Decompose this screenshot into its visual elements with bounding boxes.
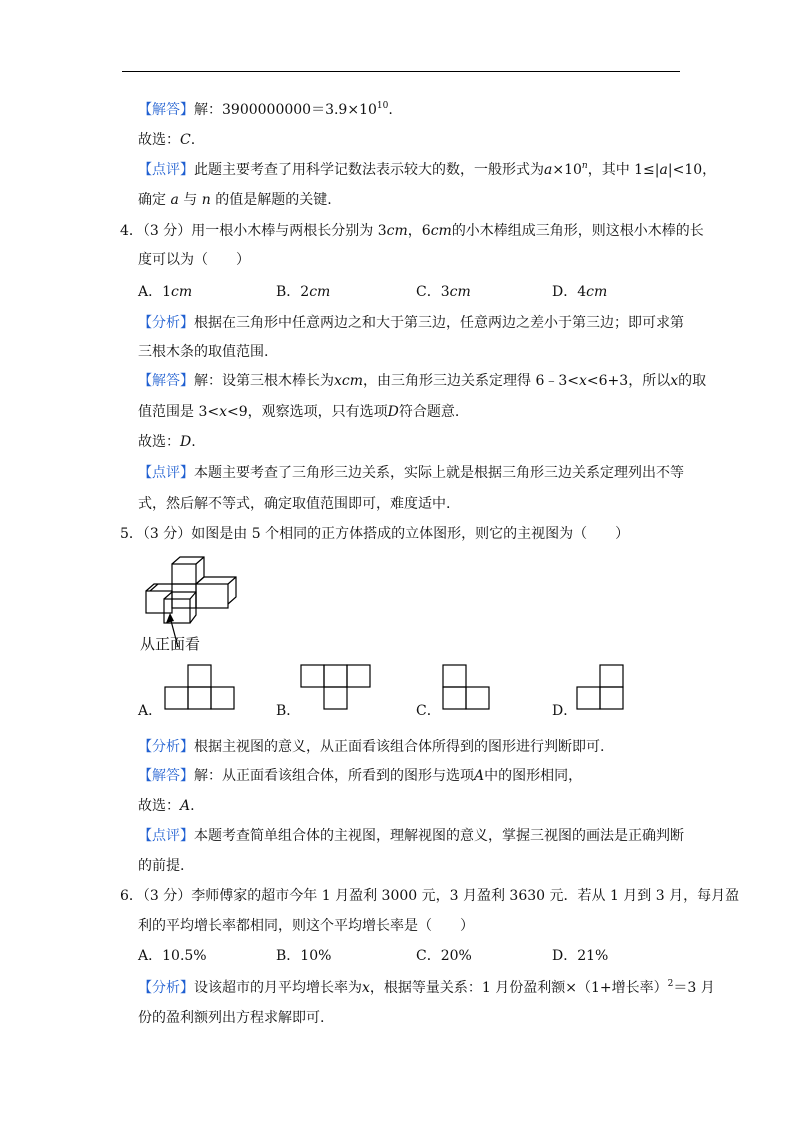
q6-analysis-line2: 份的盈利额列出方程求解即可. bbox=[138, 1010, 325, 1026]
answer-tag: 【解答】 bbox=[138, 373, 194, 389]
q4-comment: 【点评】本题主要考查了三角形三边关系，实际上就是根据三角形三边关系定理列出不等 bbox=[138, 465, 684, 481]
q4-option-d: D．4cm bbox=[552, 284, 608, 300]
q6-option-c: C．20% bbox=[416, 948, 472, 964]
option-c-figure bbox=[438, 662, 498, 712]
q4-option-a: A．1cm bbox=[138, 284, 193, 300]
answer-tag: 【解答】 bbox=[138, 768, 194, 784]
option-a-figure bbox=[160, 662, 240, 712]
comment-tag: 【点评】 bbox=[138, 828, 194, 844]
q5-stem: 5．（3 分）如图是由 5 个相同的正方体搭成的立体图形，则它的主视图为（ ） bbox=[120, 526, 630, 542]
q5-answer: 【解答】解：从正面看该组合体，所看到的图形与选项A中的图形相同， bbox=[138, 768, 583, 784]
q6-stem-line2: 利的平均增长率都相同，则这个平均增长率是（ ） bbox=[138, 918, 474, 934]
q4-option-b: B．2cm bbox=[276, 284, 331, 300]
q5-analysis: 【分析】根据主视图的意义，从正面看该组合体所得到的图形进行判断即可. bbox=[138, 739, 605, 755]
q5-option-c: C． bbox=[416, 703, 441, 719]
q5-option-d: D． bbox=[552, 703, 578, 719]
q4-option-c: C．3cm bbox=[416, 284, 471, 300]
q4-stem: 4．（3 分）用一根小木棒与两根长分别为 3cm，6cm的小木棒组成三角形，则这根小木棒的长 bbox=[120, 223, 704, 239]
q6-option-a: A．10.5% bbox=[138, 948, 207, 964]
q6-stem: 6．（3 分）李师傅家的超市今年 1 月盈利 3000 元，3 月盈利 3630 元．若从 1 月到 3 月，每月盈 bbox=[120, 888, 740, 904]
q4-analysis: 【分析】根据在三角形中任意两边之和大于第三边，任意两边之差小于第三边；即可求第 bbox=[138, 315, 684, 331]
q4-comment-line2: 式，然后解不等式，确定取值范围即可，难度适中. bbox=[138, 496, 451, 512]
q5-comment-line2: 的前提. bbox=[138, 858, 185, 874]
q4-answer-line2: 值范围是 3<x<9，观察选项，只有选项D符合题意. bbox=[138, 404, 460, 420]
q6-analysis: 【分析】设该超市的月平均增长率为x，根据等量关系：1 月份盈利额×（1+增长率）$^2$＝3 月 bbox=[138, 979, 715, 996]
answer-tag: 【解答】 bbox=[138, 102, 194, 118]
figure-caption: 从正面看 bbox=[140, 635, 201, 653]
q4-analysis-line2: 三根木条的取值范围. bbox=[138, 344, 269, 360]
option-d-figure bbox=[572, 662, 632, 712]
q5-option-a: A． bbox=[138, 703, 163, 719]
header-rule bbox=[122, 71, 680, 72]
analysis-tag: 【分析】 bbox=[138, 980, 194, 996]
analysis-tag: 【分析】 bbox=[138, 739, 194, 755]
q5-comment: 【点评】本题考查简单组合体的主视图，理解视图的意义，掌握三视图的画法是正确判断 bbox=[138, 828, 684, 844]
comment-tag: 【点评】 bbox=[138, 162, 194, 178]
q6-option-b: B．10% bbox=[276, 948, 332, 964]
q3-comment-line2: 确定 a 与 n 的值是解题的关键. bbox=[138, 192, 332, 208]
q4-stem-line2: 度可以为（ ） bbox=[138, 252, 250, 268]
q4-choice: 故选：D. bbox=[138, 434, 196, 450]
q6-option-d: D．21% bbox=[552, 948, 609, 964]
q3-comment: 【点评】此题主要考查了用科学记数法表示较大的数，一般形式为$a\times 10^n$，其中 1≤|a|<10， bbox=[138, 161, 717, 178]
q5-option-b: B． bbox=[276, 703, 301, 719]
q3-choice: 故选：C. bbox=[138, 132, 196, 148]
analysis-tag: 【分析】 bbox=[138, 315, 194, 331]
q4-answer: 【解答】解：设第三根木棒长为xcm，由三角形三边关系定理得 6﹣3<x<6+3，所以x的取 bbox=[138, 373, 707, 389]
q3-answer: 【解答】解：$3900000000=3.9\times 10^{10}$. bbox=[138, 101, 393, 118]
comment-tag: 【点评】 bbox=[138, 465, 194, 481]
option-b-figure bbox=[296, 662, 376, 712]
q5-choice: 故选：A. bbox=[138, 798, 195, 814]
